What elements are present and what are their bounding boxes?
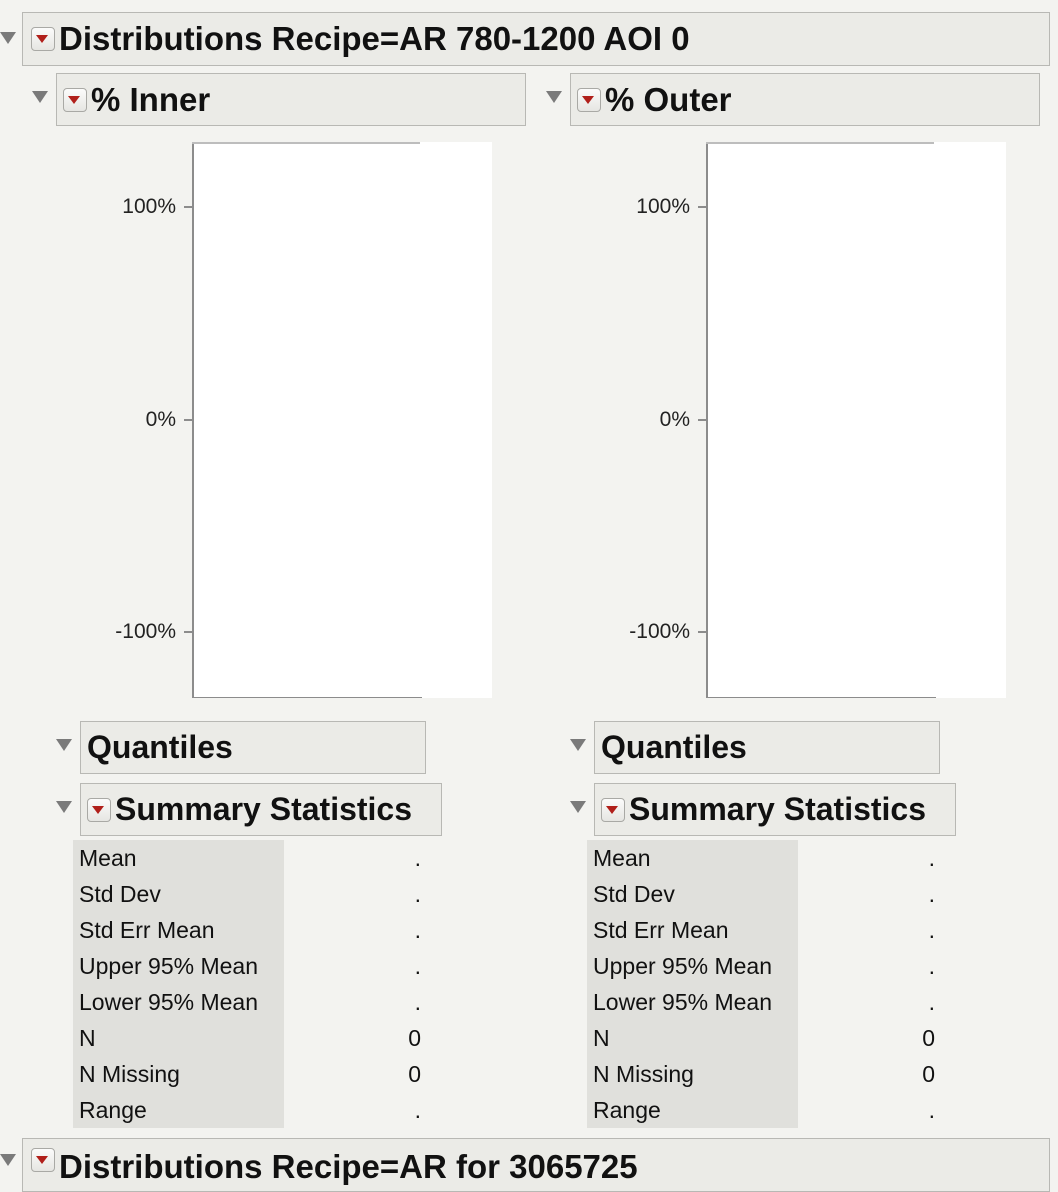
stat-name: Std Err Mean [593,917,729,943]
stat-value: . [414,989,421,1015]
stat-value: 0 [408,1061,421,1087]
stat-value: . [414,881,421,907]
disclosure-triangle-icon[interactable] [32,91,48,103]
stat-name: Std Err Mean [79,917,215,943]
panel-header[interactable] [570,73,1040,126]
axis-tick-label: -100% [629,620,690,643]
stats-row [73,840,433,876]
red-dropdown-menu-icon[interactable] [601,798,625,822]
stat-name: Lower 95% Mean [79,989,258,1015]
stat-name: N [79,1025,96,1051]
red-dropdown-menu-icon[interactable] [87,798,111,822]
disclosure-triangle-icon[interactable] [570,801,586,813]
distribution-plot[interactable] [706,142,1006,698]
stats-row [587,984,947,1020]
stat-value: . [414,953,421,979]
summary-statistics-header[interactable] [80,783,442,836]
summary-statistics-table [587,840,947,1128]
stats-row [587,840,947,876]
stats-row [73,984,433,1020]
stat-name: N Missing [79,1061,180,1087]
stat-name: Upper 95% Mean [593,953,772,979]
stat-value: . [928,881,935,907]
axis-tick [184,419,192,421]
panel-title: % Outer [605,80,732,118]
stat-value: 0 [922,1025,935,1051]
disclosure-triangle-icon[interactable] [0,32,16,44]
axis-tick-label: 100% [636,195,690,218]
stat-name: Range [79,1097,147,1123]
stats-row [587,1092,947,1128]
stat-name: Std Dev [79,881,161,907]
stat-value: . [928,953,935,979]
next-section-header[interactable] [22,1138,1050,1192]
disclosure-triangle-icon[interactable] [0,1154,16,1166]
stat-name: N [593,1025,610,1051]
disclosure-triangle-icon[interactable] [56,801,72,813]
quantiles-label: Quantiles [87,729,233,765]
stats-row [587,948,947,984]
top-section-header[interactable] [22,12,1050,66]
stat-value: 0 [408,1025,421,1051]
stat-name: Mean [593,845,651,871]
stat-name: Mean [79,845,137,871]
summary-statistics-label: Summary Statistics [629,791,927,827]
section-title: Distributions Recipe=AR 780-1200 AOI 0 [59,20,690,57]
red-dropdown-menu-icon[interactable] [31,1148,55,1172]
quantiles-header[interactable] [80,721,426,774]
axis-tick [184,206,192,208]
quantiles-header[interactable] [594,721,940,774]
summary-statistics-header[interactable] [594,783,956,836]
stats-row [73,876,433,912]
stat-name: Lower 95% Mean [593,989,772,1015]
quantiles-label: Quantiles [601,729,747,765]
stats-row [73,1020,433,1056]
stat-value: 0 [922,1061,935,1087]
stat-value: . [414,1097,421,1123]
stats-row [587,912,947,948]
stat-value: . [928,989,935,1015]
disclosure-triangle-icon[interactable] [570,739,586,751]
axis-tick [698,631,706,633]
axis-tick-label: -100% [115,620,176,643]
axis-tick [698,419,706,421]
stats-row [73,1056,433,1092]
panel-title: % Inner [91,80,211,118]
axis-tick-label: 0% [145,408,176,431]
section-title: Distributions Recipe=AR for 3065725 [59,1148,638,1185]
axis-tick [698,206,706,208]
red-dropdown-menu-icon[interactable] [577,88,601,112]
axis-tick-label: 0% [659,408,690,431]
stats-row [587,1020,947,1056]
stats-row [73,912,433,948]
stat-name: Upper 95% Mean [79,953,258,979]
stat-value: . [414,917,421,943]
stat-value: . [928,845,935,871]
stat-name: Std Dev [593,881,675,907]
stats-row [587,1056,947,1092]
disclosure-triangle-icon[interactable] [56,739,72,751]
axis-tick [184,631,192,633]
summary-statistics-label: Summary Statistics [115,791,413,827]
stat-name: N Missing [593,1061,694,1087]
stats-row [73,948,433,984]
stat-value: . [928,917,935,943]
panel-header[interactable] [56,73,526,126]
stat-name: Range [593,1097,661,1123]
stat-value: . [928,1097,935,1123]
stats-row [73,1092,433,1128]
red-dropdown-menu-icon[interactable] [31,27,55,51]
summary-statistics-table [73,840,433,1128]
stats-row [587,876,947,912]
distribution-plot[interactable] [192,142,492,698]
axis-tick-label: 100% [122,195,176,218]
stat-value: . [414,845,421,871]
disclosure-triangle-icon[interactable] [546,91,562,103]
red-dropdown-menu-icon[interactable] [63,88,87,112]
